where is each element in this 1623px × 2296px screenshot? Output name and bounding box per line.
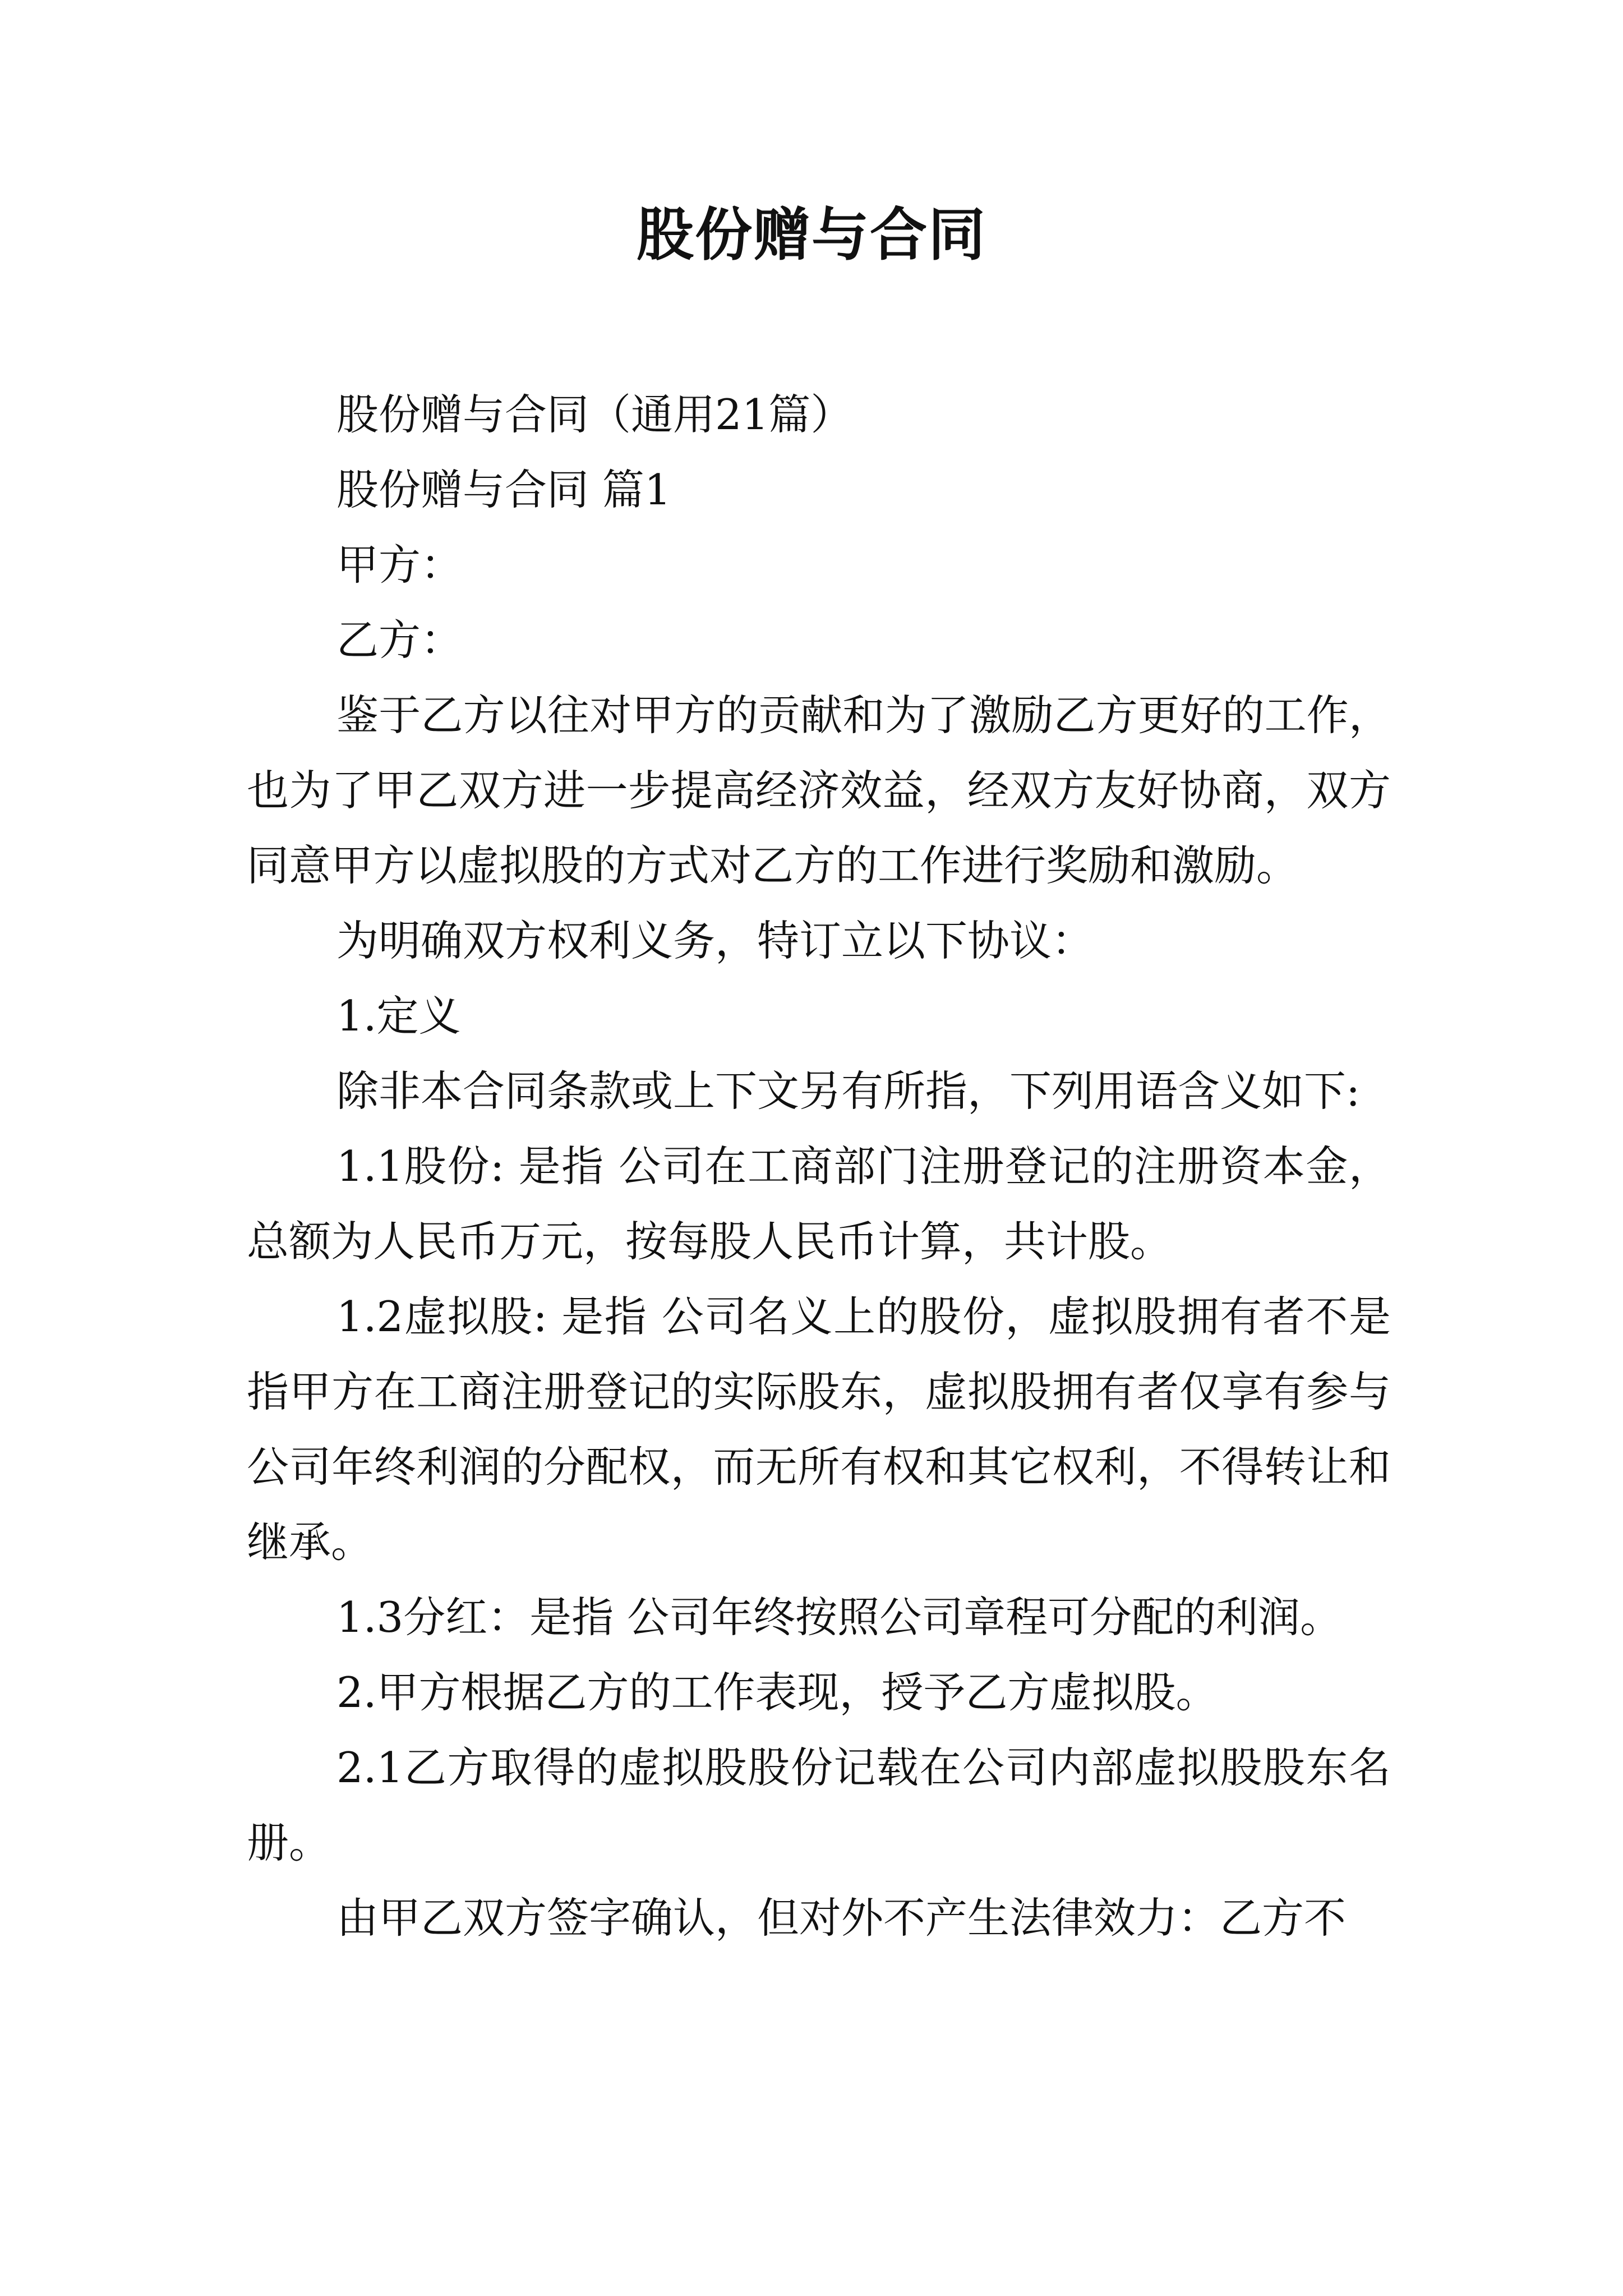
paragraph-definitions-intro: 除非本合同条款或上下文另有所指，下列用语含义如下:: [336, 1066, 1361, 1116]
paragraph-clause-2-1: 2.1乙方取得的虚拟股股份记载在公司内部虚拟股股东名册。: [247, 1743, 1391, 1867]
paragraph-party-b: 乙方：: [336, 615, 463, 665]
document-title: 股份赠与合同: [637, 202, 986, 269]
paragraph-subtitle: 股份赠与合同（通用21篇）: [336, 390, 853, 439]
paragraph-clause-2: 2.甲方根据乙方的工作表现，授予乙方虚拟股。: [336, 1668, 1218, 1717]
document-body: [247, 377, 1391, 1955]
paragraph-party-a: 甲方：: [336, 540, 463, 590]
paragraph-clause-1-2: 1.2虚拟股: 是指 公司名义上的股份，虚拟股拥有者不是指甲方在工商注册登记的实际股东，虚拟股拥有者仅享有参与公司年终利润的分配权，而无所有权和其它权利，不得转让和继承。: [247, 1292, 1391, 1567]
paragraph-purpose: 为明确双方权利义务，特订立以下协议：: [336, 916, 1094, 965]
paragraph-section-heading: 股份赠与合同 篇1: [336, 465, 671, 514]
paragraph-clause-1-3: 1.3分红：是指 公司年终按照公司章程可分配的利润。: [336, 1593, 1343, 1642]
paragraph-clause-2-1-cont: 由甲乙双方签字确认，但对外不产生法律效力：乙方不: [336, 1893, 1347, 1943]
paragraph-clause-1-1: 1.1股份: 是指 公司在工商部门注册登记的注册资本金，总额为人民币万元，按每股人民币计算，共计股。: [247, 1142, 1391, 1266]
paragraph-preamble: 鉴于乙方以往对甲方的贡献和为了激励乙方更好的工作，也为了甲乙双方进一步提高经济效益，经双方友好协商，双方同意甲方以虚拟股的方式对乙方的工作进行奖励和激励。: [247, 691, 1391, 890]
paragraph-definitions-heading: 1.定义: [336, 991, 461, 1041]
